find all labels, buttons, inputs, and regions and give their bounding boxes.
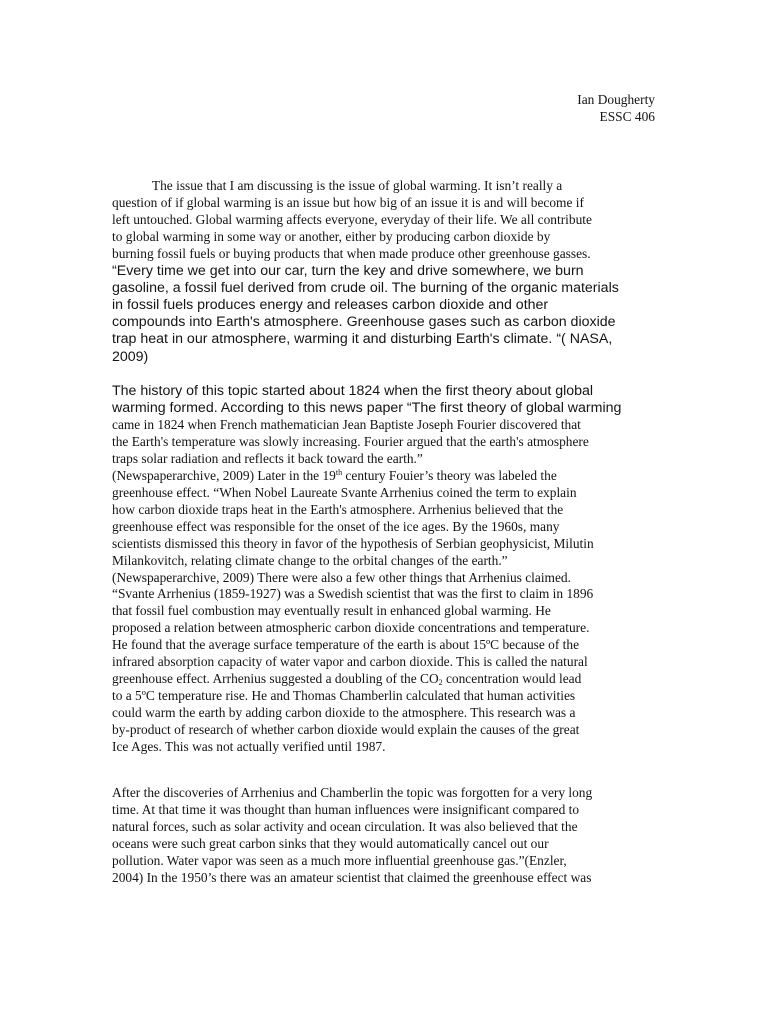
text-line: trap heat in our atmosphere, warming it and disturbing Earth's climate. “( NASA, — [112, 331, 613, 348]
text-line: infrared absorption capacity of water vapor and carbon dioxide. This is called the natural — [112, 654, 588, 670]
document-header — [470, 92, 655, 126]
paragraph-aftermath — [112, 785, 657, 886]
text-line: the Earth's temperature was slowly increasing. Fourier argued that the earth's atmosphere — [112, 434, 589, 450]
text-line: greenhouse effect. “When Nobel Laureate Svante Arrhenius coined the term to explain — [112, 485, 577, 501]
text-line: “Every time we get into our car, turn the key and drive somewhere, we burn — [112, 262, 584, 279]
history-intro — [112, 383, 657, 417]
text-line: (Newspaperarchive, 2009) There were also a few other things that Arrhenius claimed. — [112, 569, 571, 585]
text-line: He found that the average surface temperature of the earth is about 15ºC because of the — [112, 637, 580, 653]
text-line: how carbon dioxide traps heat in the Earth's atmosphere. Arrhenius believed that the — [112, 501, 564, 517]
text-line: time. At that time it was thought than human influences were insignificant compared to — [112, 801, 580, 817]
history-body — [112, 417, 657, 755]
text-line: Milankovitch, relating climate change to the orbital changes of the earth.” — [112, 552, 508, 568]
text-line: scientists dismissed this theory in favor of the hypothesis of Serbian geophysicist, Milutin — [112, 535, 594, 551]
text-line: proposed a relation between atmospheric carbon dioxide concentrations and temperature. — [112, 620, 590, 636]
text-line — [112, 468, 657, 485]
text-line: The history of this topic started about 1824 when the first theory about global — [112, 383, 594, 399]
text-line: that fossil fuel combustion may eventually result in enhanced global warming. He — [112, 603, 551, 619]
text-line: to global warming in some way or another, either by producing carbon dioxide by — [112, 228, 551, 244]
text-segment: (Newspaperarchive, 2009) Later in the 19 — [112, 468, 336, 484]
text-line: Ice Ages. This was not actually verified until 1987. — [112, 738, 386, 754]
text-segment: greenhouse effect. Arrhenius suggested a doubling of the CO — [112, 671, 439, 686]
text-line: traps solar radiation and reflects it back toward the earth.” — [112, 451, 423, 467]
text-line: warming formed. According to this news paper “The first theory of global warming — [112, 400, 622, 417]
text-line: could warm the earth by adding carbon dioxide to the atmosphere. This research was a — [112, 704, 576, 720]
subscript-text: 2 — [438, 678, 443, 687]
text-line: 2009) — [112, 348, 149, 365]
text-line: burning fossil fuels or buying products that when made produce other greenhouse gasses. — [112, 245, 591, 261]
text-line: pollution. Water vapor was seen as a much more influential greenhouse gas.”(Enzler, — [112, 852, 567, 868]
nasa-quote — [112, 263, 657, 366]
text-line: left untouched. Global warming affects everyone, everyday of their life. We all contribute — [112, 211, 592, 227]
text-line: came in 1824 when French mathematician Jean Baptiste Joseph Fourier discovered that — [112, 417, 581, 433]
text-line: question of if global warming is an issue but how big of an issue it is and will become if — [112, 194, 584, 210]
text-line: by-product of research of whether carbon dioxide would explain the causes of the great — [112, 721, 580, 737]
text-line: “Svante Arrhenius (1859-1927) was a Swedish scientist that was the first to claim in 1896 — [112, 586, 594, 602]
text-line: The issue that I am discussing is the issue of global warming. It isn’t really a — [112, 178, 563, 193]
course-code: ESSC 406 — [599, 108, 655, 124]
text-line: After the discoveries of Arrhenius and Chamberlin the topic was forgotten for a very long — [112, 785, 593, 800]
text-line: to a 5ºC temperature rise. He and Thomas Chamberlin calculated that human activities — [112, 687, 576, 703]
text-segment: concentration would lead — [442, 671, 582, 686]
paragraph-history — [112, 383, 657, 756]
text-line: gasoline, a fossil fuel derived from crude oil. The burning of the organic materials — [112, 279, 619, 296]
text-line: natural forces, such as solar activity and ocean circulation. It was also believed that the — [112, 818, 578, 834]
author-name: Ian Dougherty — [577, 92, 655, 107]
text-segment: century Fouier’s theory was labeled the — [342, 468, 557, 484]
text-line: compounds into Earth's atmosphere. Greenhouse gases such as carbon dioxide — [112, 314, 616, 331]
text-line: oceans were such great carbon sinks that they would automatically cancel out our — [112, 835, 549, 851]
text-line: greenhouse effect was responsible for the onset of the ice ages. By the 1960s, many — [112, 518, 560, 534]
text-line: in fossil fuels produces energy and releases carbon dioxide and other — [112, 296, 549, 313]
intro-text — [112, 178, 657, 263]
superscript-text: th — [335, 468, 343, 478]
text-line — [112, 671, 657, 688]
paragraph-intro — [112, 178, 657, 366]
text-line: 2004) In the 1950’s there was an amateur scientist that claimed the greenhouse effect was — [112, 869, 592, 885]
